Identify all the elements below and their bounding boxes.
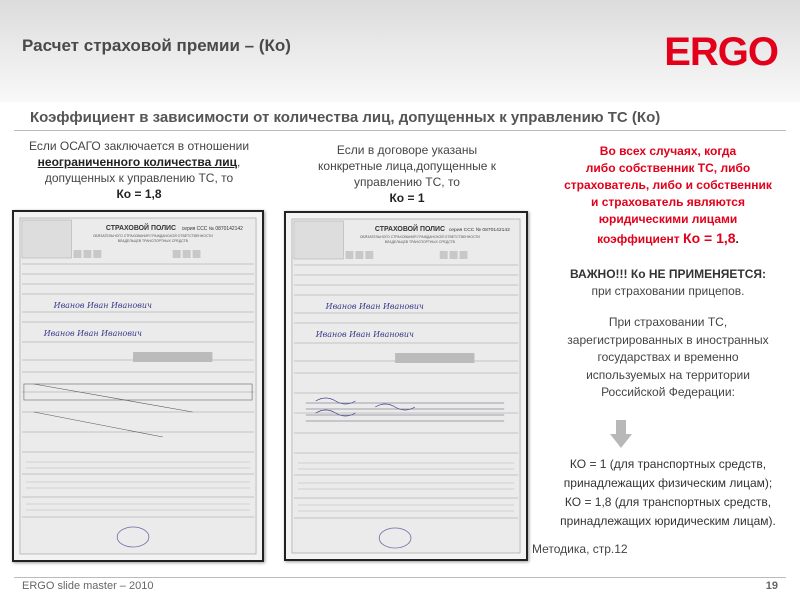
result-line-4: принадлежащих юридическим лицам). (560, 514, 776, 528)
down-arrow-icon (610, 420, 632, 448)
col2-ko-value: Ко = 1 (389, 191, 425, 205)
doc2-title: СТРАХОВОЙ ПОЛИС (374, 225, 446, 234)
foreign-line-3: государствах и временно (597, 350, 739, 364)
important-note (536, 266, 800, 300)
doc2-handwriting2: Иванов Иван Иванович (315, 329, 414, 340)
col1-line1: Если ОСАГО заключается в отношении (28, 139, 250, 153)
legal-entity-rule (536, 143, 800, 248)
doc2-sub1: ОБЯЗАТЕЛЬНОГО СТРАХОВАНИЯ ГРАЖДАНСКОЙ ОТВЕТСТВЕННОСТИ (359, 234, 480, 240)
page-number: 19 (765, 580, 778, 592)
col2-line2: конкретные лица,допущенные к (318, 159, 496, 173)
methodology-reference: Методика, стр.12 (532, 542, 628, 556)
doc1-handwriting1: Иванов Иван Иванович (53, 300, 152, 311)
foreign-line-5: Российской Федерации: (601, 385, 735, 399)
result-line-3: КО = 1,8 (для транспортных средств, (564, 495, 772, 509)
result-line-2: принадлежащих физическим лицам); (563, 476, 773, 490)
footer-divider (14, 577, 786, 578)
policy-scan-unlimited (12, 210, 264, 562)
legal-line-5: юридическими лицами (598, 212, 738, 226)
doc2-handwriting1: Иванов Иван Иванович (325, 301, 424, 312)
foreign-line-4: используемых на территории (586, 367, 750, 382)
col1-line2-tail: , (237, 155, 241, 169)
legal-ko-prefix: коэффициент (597, 232, 680, 246)
doc1-series: серия ССС № 0870142142 (181, 225, 243, 233)
slide-title: Расчет страховой премии – (Ко) (22, 36, 291, 55)
legal-line-1: Во всех случаях, когда (599, 144, 737, 158)
doc1-title: СТРАХОВОЙ ПОЛИС (105, 224, 177, 233)
important-text: при страховании прицепов. (591, 284, 745, 298)
footer-label: ERGO slide master – 2010 (22, 580, 154, 592)
policy-scan-image (286, 213, 526, 559)
important-heading: ВАЖНО!!! Ко НЕ ПРИМЕНЯЕТСЯ: (569, 267, 767, 281)
policy-scan-named (284, 211, 528, 561)
foreign-vehicles-text (536, 314, 800, 402)
named-persons-text (296, 142, 518, 206)
col2-line3: управлению ТС, то (354, 175, 460, 189)
doc2-series: серия ССС № 0870142142 (448, 227, 510, 234)
result-line-1: КО = 1 (для транспортных средств, (569, 457, 767, 471)
foreign-line-1: При страховании ТС, (608, 315, 728, 329)
ergo-logo: ERGO (664, 30, 778, 74)
legal-ko-suffix: . (735, 232, 739, 246)
subtitle-divider (14, 130, 786, 131)
doc2-sub2: ВЛАДЕЛЬЦЕВ ТРАНСПОРТНЫХ СРЕДСТВ (384, 239, 455, 245)
foreign-line-2: зарегистрированных в иностранных (567, 332, 769, 347)
policy-scan-image (14, 212, 262, 560)
legal-ko-value: Ко = 1,8 (683, 230, 736, 246)
legal-line-3: страхователь, либо и собственник (564, 178, 772, 192)
col1-line3: допущенных к управлению ТС, то (44, 171, 234, 185)
legal-ko-line (536, 230, 800, 248)
foreign-result (530, 455, 800, 531)
col2-line1: Если в договоре указаны (336, 143, 478, 157)
col1-ko-value: Ко = 1,8 (116, 187, 162, 201)
unlimited-persons-text (8, 138, 270, 202)
section-subtitle: Коэффициент в зависимости от количества лиц, допущенных к управлению ТС (Ко) (30, 109, 661, 126)
legal-line-4: и страхователь являются (591, 195, 745, 209)
col1-line2 (8, 154, 270, 170)
doc1-sub1: ОБЯЗАТЕЛЬНОГО СТРАХОВАНИЯ ГРАЖДАНСКОЙ ОТВЕТСТВЕННОСТИ (92, 233, 213, 239)
doc1-handwriting2: Иванов Иван Иванович (43, 328, 142, 339)
doc1-sub2: ВЛАДЕЛЬЦЕВ ТРАНСПОРТНЫХ СРЕДСТВ (117, 238, 188, 244)
legal-line-2: либо собственник ТС, либо (585, 161, 751, 175)
col1-line2-emph: неограниченного количества лиц (37, 155, 238, 169)
